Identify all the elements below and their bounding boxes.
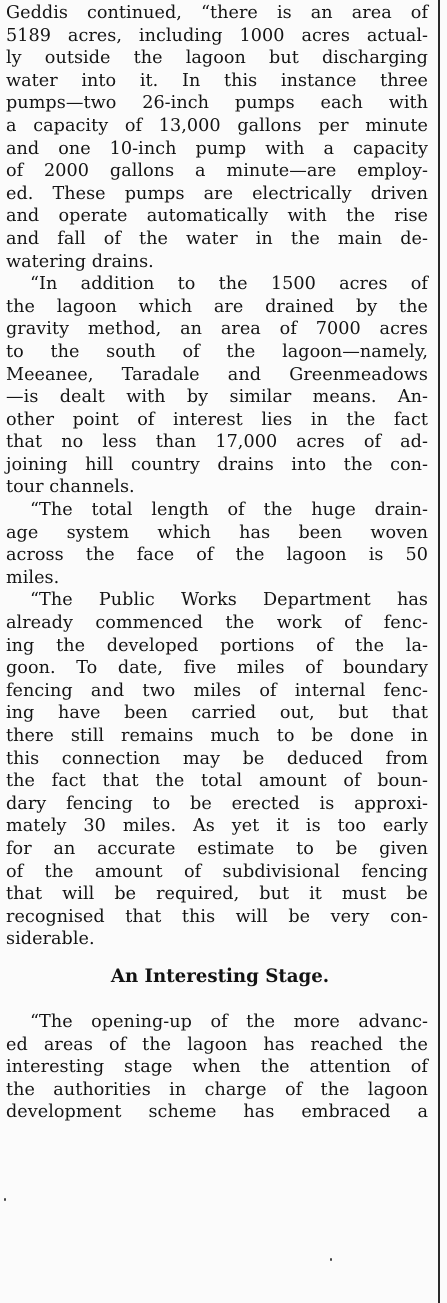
text-line: other point of interest lies in the fact bbox=[6, 409, 428, 430]
text-line: gravity method, an area of 7000 acres bbox=[6, 319, 428, 340]
text-line: mately 30 miles. As yet it is too early bbox=[6, 816, 428, 837]
text-line: age system which has been woven bbox=[6, 522, 428, 543]
text-line: siderable. bbox=[6, 929, 95, 950]
text-line: recognised that this will be very con- bbox=[6, 906, 428, 927]
text-line: fencing and two miles of internal fenc- bbox=[6, 680, 428, 701]
text-line: this connection may be deduced from bbox=[6, 748, 428, 769]
text-line: “The opening-up of the more advanc- bbox=[30, 1011, 428, 1032]
text-line: goon. To date, five miles of boundary bbox=[6, 658, 428, 679]
text-line: already commenced the work of fenc- bbox=[6, 613, 428, 634]
paragraph-pumps bbox=[6, 2, 428, 273]
text-line: ly outside the lagoon but discharging bbox=[6, 48, 428, 69]
text-line: Geddis continued, “there is an area of bbox=[6, 3, 428, 23]
text-line: “The total length of the huge drain- bbox=[30, 500, 428, 521]
print-speck bbox=[330, 1258, 332, 1261]
text-line: of 2000 gallons a minute—are employ- bbox=[6, 161, 428, 182]
text-line: “In addition to the 1500 acres of bbox=[30, 274, 428, 295]
text-line: there still remains much to be done in bbox=[6, 726, 428, 746]
text-line: pumps—two 26-inch pumps each with bbox=[6, 93, 428, 114]
text-line: ing have been carried out, but that bbox=[6, 703, 428, 724]
text-line: development scheme has embraced a bbox=[6, 1102, 428, 1123]
text-line: that will be required, but it must be bbox=[6, 884, 428, 905]
text-line: water into it. In this instance three bbox=[6, 70, 428, 91]
print-speck bbox=[4, 1198, 6, 1201]
article-column bbox=[6, 2, 428, 1124]
text-line: for an accurate estimate to be given bbox=[6, 838, 428, 859]
text-line: the authorities in charge of the lagoon bbox=[6, 1079, 428, 1100]
column-rule bbox=[438, 0, 440, 1303]
text-line: miles. bbox=[6, 567, 60, 588]
text-line: ed. These pumps are electrically driven bbox=[6, 183, 428, 204]
text-line: to the south of the lagoon—namely, bbox=[6, 341, 428, 362]
text-line: the lagoon which are drained by the bbox=[6, 296, 428, 317]
text-line: ed areas of the lagoon has reached the bbox=[6, 1034, 428, 1055]
text-line: —is dealt with by similar means. An- bbox=[6, 387, 428, 408]
text-line: interesting stage when the attention of bbox=[6, 1057, 428, 1078]
text-line: a capacity of 13,000 gallons per minute bbox=[6, 115, 428, 136]
paragraph-fencing bbox=[6, 589, 428, 951]
text-line: dary fencing to be erected is approxi- bbox=[6, 793, 428, 814]
text-line: that no less than 17,000 acres of ad- bbox=[6, 432, 428, 453]
text-line: watering drains. bbox=[6, 251, 154, 272]
text-line: and fall of the water in the main de- bbox=[6, 228, 428, 249]
section-subheading: An Interesting Stage. bbox=[110, 965, 330, 987]
text-line: “The Public Works Department has bbox=[30, 590, 428, 611]
text-line: Meeanee, Taradale and Greenmeadows bbox=[6, 364, 428, 385]
text-line: across the face of the lagoon is 50 bbox=[6, 545, 428, 566]
text-line: 5189 acres, including 1000 acres actual- bbox=[6, 25, 428, 46]
paragraph-drainage-length bbox=[6, 499, 428, 589]
text-line: and one 10-inch pump with a capacity bbox=[6, 138, 428, 159]
text-line: ing the developed portions of the la- bbox=[6, 635, 428, 656]
text-line: and operate automatically with the rise bbox=[6, 206, 428, 227]
text-line: tour channels. bbox=[6, 477, 135, 498]
paragraph-opening-up bbox=[6, 1011, 428, 1124]
paragraph-gravity bbox=[6, 273, 428, 499]
text-line: the fact that the total amount of boun- bbox=[6, 771, 428, 792]
text-line: of the amount of subdivisional fencing bbox=[6, 861, 428, 882]
text-line: joining hill country drains into the con- bbox=[6, 454, 428, 475]
